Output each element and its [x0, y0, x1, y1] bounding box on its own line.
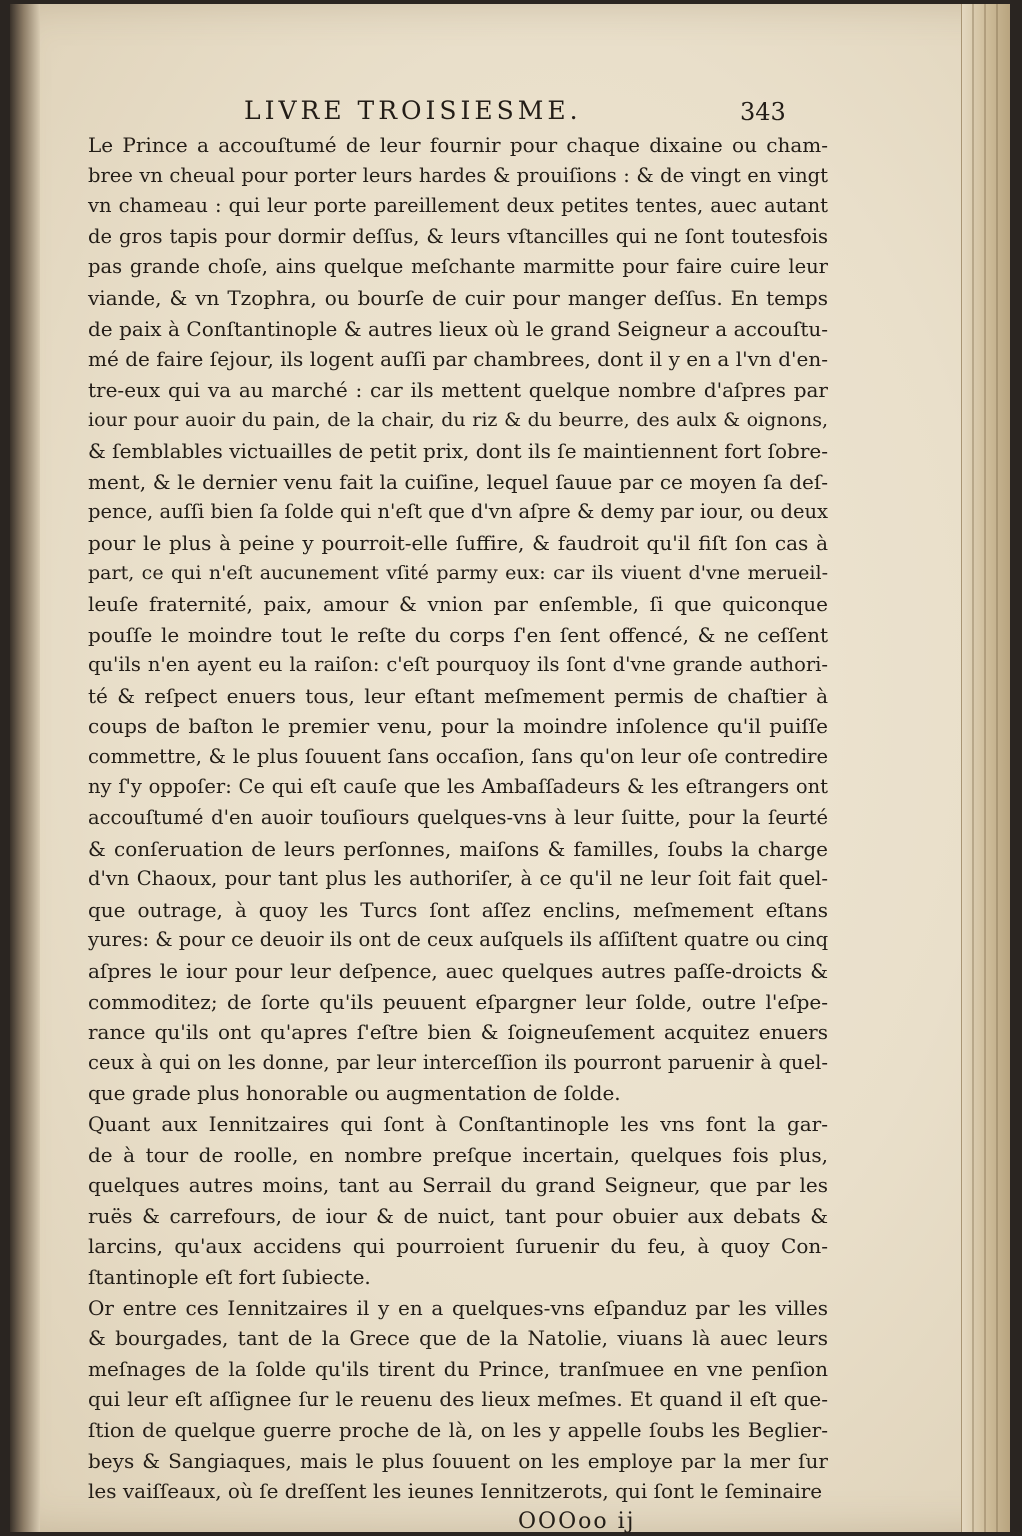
text-line: commoditez; de ſorte qu'ils peuuent eſpargner leur ſolde, outre l'eſpe-: [88, 989, 828, 1014]
paragraph: [88, 130, 828, 1109]
text-line: rance qu'ils ont qu'apres ſ'eſtre bien & ſoigneuſement acquitez enuers: [88, 1020, 828, 1045]
text-line: de paix à Conſtantinople & autres lieux où le grand Seigneur a accouſtu-: [88, 316, 828, 341]
text-line: Quant aux Iennitzaires qui ſont à Conſtantinople les vns font la gar-: [88, 1112, 828, 1136]
text-line: de gros tapis pour dormir deſſus, & leurs vſtancilles qui ne ſont toutesfois: [88, 224, 828, 248]
signature-mark: OOOoo ij: [518, 1508, 636, 1534]
text-line: & ſemblables victuailles de petit prix, dont ils ſe maintiennent fort ſobre-: [88, 438, 828, 463]
text-line: té & reſpect enuers tous, leur eſtant meſmement permis de chaſtier à: [88, 683, 828, 708]
text-line: ſtion de quelque guerre proche de là, on les y appelle ſoubs les Beglier-: [88, 1417, 828, 1442]
text-line: les vaiſſeaux, où ſe dreſſent les ieunes Iennitzerots, qui ſont le ſeminaire: [88, 1479, 823, 1504]
text-line: leuſe fraternité, paix, amour & vnion par enſemble, ſi que quiconque: [88, 591, 828, 616]
text-body: [88, 130, 828, 1507]
book-page: [10, 4, 1010, 1532]
text-line: accouſtumé d'en auoir touſiours quelques-vns à leur ſuitte, pour la ſeurté: [88, 806, 828, 830]
page-fore-edge: [961, 4, 1010, 1532]
fore-edge-leaf-line: [972, 4, 974, 1532]
paragraph: [88, 1293, 828, 1507]
text-line: yures: & pour ce deuoir ils ont de ceux auſquels ils aſſiſtent quatre ou cinq: [88, 928, 829, 952]
text-line: de à tour de roolle, en nombre preſque incertain, quelques fois plus,: [88, 1142, 828, 1167]
text-line: que grade plus honorable ou augmentation de ſolde.: [88, 1081, 621, 1106]
text-line: pour le plus à peine y pourroit-elle ſuffire, & faudroit qu'il fiſt ſon cas à: [88, 530, 828, 555]
page-gutter-shadow: [10, 4, 40, 1532]
text-line: & conſeruation de leurs perſonnes, maiſons & familles, ſoubs la charge: [88, 836, 828, 861]
text-line: vn chameau : qui leur porte pareillement deux petites tentes, auec autant: [88, 194, 828, 218]
text-line: bree vn cheual pour porter leurs hardes & prouiſions : & de vingt en vingt: [88, 163, 828, 187]
text-line: ceux à qui on les donne, par leur interceſſion ils pourront paruenir à quel-: [88, 1050, 828, 1074]
text-line: commettre, & le plus ſouuent ſans occaſion, ſans qu'on leur oſe contredire: [88, 744, 828, 768]
text-line: iour pour auoir du pain, de la chair, du riz & du beurre, des aulx & oignons,: [88, 409, 828, 432]
page-content: [88, 96, 828, 1536]
text-line: viande, & vn Tzophra, ou bourſe de cuir pour manger deſſus. En temps: [88, 285, 828, 310]
text-line: quelques autres moins, tant au Serrail du grand Seigneur, que par les: [88, 1173, 828, 1198]
fore-edge-leaf-line: [996, 4, 998, 1532]
text-line: ny ſ'y oppoſer: Ce qui eſt cauſe que les Ambaſſadeurs & les eſtrangers ont: [88, 775, 828, 799]
text-line: que outrage, à quoy les Turcs ſont aſſez enclins, meſmement eſtans: [88, 897, 828, 922]
page-number: 343: [740, 98, 786, 126]
running-head: [88, 96, 828, 130]
text-line: mé de faire ſejour, ils logent auſſi par chambrees, dont il y en a l'vn d'en-: [88, 347, 828, 372]
text-line: d'vn Chaoux, pour tant plus les authoriſer, à ce qu'il ne leur ſoit fait quel-: [88, 867, 828, 891]
signature-line: [88, 1509, 828, 1536]
text-line: aſpres le iour pour leur deſpence, auec quelques autres paſſe-droicts &: [88, 959, 828, 984]
text-line: beys & Sangiaques, mais le plus ſouuent on les employe par la mer ſur: [88, 1448, 828, 1473]
text-line: pence, auſſi bien ſa ſolde qui n'eſt que d'vn aſpre & demy par iour, ou deux: [88, 500, 829, 524]
text-line: qui leur eſt aſſignee ſur le reuenu des lieux meſmes. Et quand il eſt que-: [88, 1387, 828, 1412]
text-line: & bourgades, tant de la Grece que de la Natolie, viuans là auec leurs: [88, 1326, 828, 1351]
text-line: ment, & le dernier venu fait la cuiſine, lequel ſauue par ce moyen ſa deſ-: [88, 469, 828, 494]
text-line: larcins, qu'aux accidens qui pourroient ſuruenir du feu, à quoy Con-: [88, 1234, 828, 1259]
text-line: ruës & carrefours, de iour & de nuict, tant pour obuier aux debats &: [88, 1203, 828, 1228]
text-line: meſnages de la ſolde qu'ils tirent du Prince, tranſmuee en vne penſion: [88, 1356, 828, 1381]
text-line: Le Prince a accouſtumé de leur fournir pour chaque dixaine ou cham-: [88, 133, 828, 157]
text-line: coups de baſton le premier venu, pour la moindre inſolence qu'il puiſſe: [88, 714, 828, 739]
paragraph: [88, 1109, 828, 1293]
text-line: qu'ils n'en ayent eu la raiſon: c'eſt pourquoy ils ſont d'vne grande authori-: [88, 653, 828, 677]
running-title: LIVRE TROISIESME.: [244, 96, 582, 125]
text-line: pas grande choſe, ains quelque meſchante marmitte pour faire cuire leur: [88, 255, 828, 279]
text-line: Or entre ces Iennitzaires il y en a quelques-vns eſpanduz par les villes: [88, 1295, 828, 1320]
fore-edge-leaf-line: [984, 4, 986, 1532]
text-line: pouſſe le moindre tout le reſte du corps ſ'en ſent offencé, & ne ceſſent: [88, 622, 828, 647]
text-line: tre-eux qui va au marché : car ils mettent quelque nombre d'aſpres par: [88, 377, 828, 402]
text-line: ſtantinople eſt fort ſubiecte.: [88, 1264, 371, 1289]
text-line: part, ce qui n'eſt aucunement vſité parmy eux: car ils viuent d'vne merueil-: [88, 562, 828, 585]
